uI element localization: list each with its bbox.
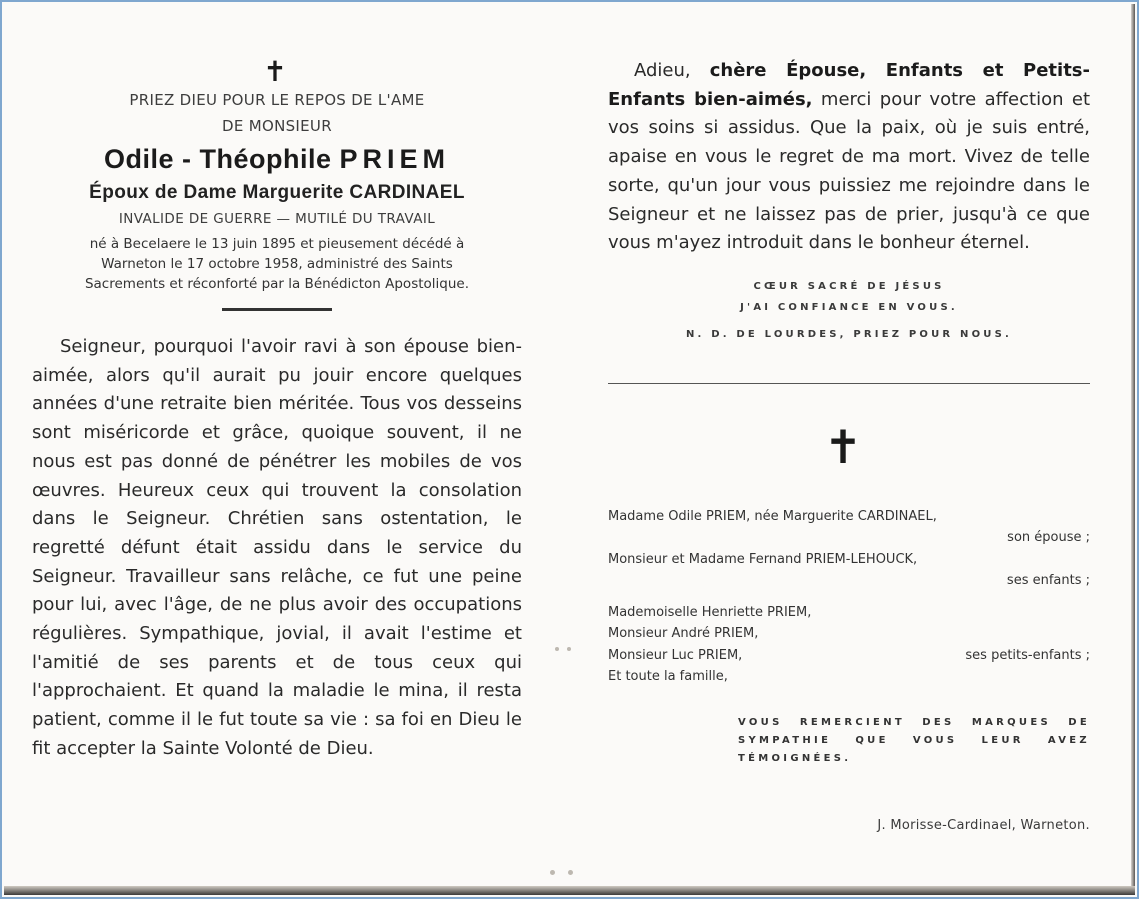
card-edge-shadow [1131, 4, 1135, 895]
bio-line: Sacrements et réconforté par la Bénédicton Apostolique. [84, 276, 470, 292]
invocation-line: N. D. DE LOURDES, PRIEZ POUR NOUS. [685, 328, 1013, 340]
cross-icon: ✝ [263, 55, 287, 88]
surname: PRIEM [339, 144, 451, 174]
divider [222, 308, 332, 311]
bio-line: Warneton le 17 octobre 1958, administré des Saints [101, 256, 453, 272]
bio [32, 234, 522, 294]
family-line: Mademoiselle Henriette PRIEM, [608, 604, 812, 620]
farewell-bold: chère Épouse, Enfants et Petits-Enfants bien-aimés, [608, 60, 1090, 110]
deceased-name [32, 140, 522, 178]
cross-icon: ✝ [823, 419, 863, 474]
print-speck [555, 647, 559, 651]
header-line-2: DE MONSIEUR [222, 117, 332, 135]
divider [608, 383, 1090, 384]
mentions-line: INVALIDE DE GUERRE — MUTILÉ DU TRAVAIL [118, 211, 436, 227]
print-speck [550, 870, 555, 875]
invocation [608, 276, 1090, 345]
bio-line: né à Becelaere le 13 juin 1895 et pieusement décédé à [89, 236, 465, 252]
print-speck [567, 647, 571, 651]
prayer-paragraph: Seigneur, pourquoi l'avoir ravi à son épouse bien-aimée, alors qu'il aurait pu jouir encore quelques années d'une retraite bien méritée. Tous vos desseins sont miséricorde et grâce, quoique souvent, il ne nous est pas donné de pénétrer les mobiles de vos œuvres. Heureux ceux qui trouvent la consolation dans le Seigneur. Chrétien sans ostentation, le regretté défunt était assidu dans le service du Seigneur. Travailleur sans relâche, ce fut une peine pour lui, avec l'âge, de ne plus avoir des occupations régulières. Sympathique, jovial, il avait l'estime et l'amitié de ses parents et de tous ceux qui l'approchaient. Et quand la maladie le mina, il resta patient, comme il le fut toute sa vie : sa foi en Dieu le fit accepter la Sainte Volonté de Dieu. [32, 336, 522, 759]
family-list [608, 506, 1090, 688]
family-row [608, 645, 1090, 667]
farewell-intro: Adieu, [634, 60, 691, 81]
first-names: Odile - Théophile [103, 144, 332, 174]
right-panel [608, 57, 1090, 833]
farewell-text [608, 57, 1090, 258]
family-line: Monsieur André PRIEM, [608, 626, 759, 642]
left-panel [32, 57, 522, 764]
spouse-line: Époux de Dame Marguerite CARDINAEL [89, 182, 465, 203]
printer-credit: J. Morisse-Cardinael, Warneton. [877, 817, 1090, 833]
prayer-text [32, 333, 522, 764]
family-line: Monsieur et Madame Fernand PRIEM-LEHOUCK, [608, 551, 918, 567]
header-line: PRIEZ DIEU POUR LE REPOS DE L'AME [129, 91, 425, 109]
family-line: Monsieur Luc PRIEM, [608, 647, 743, 663]
family-role: ses enfants ; [1006, 573, 1090, 589]
family-line: Madame Odile PRIEM, née Marguerite CARDINAEL, [608, 508, 937, 524]
print-speck [568, 870, 573, 875]
invocation-line: J'AI CONFIANCE EN VOUS. [740, 301, 958, 313]
thanks-text: VOUS REMERCIENT DES MARQUES DE SYMPATHIE QUE VOUS LEUR AVEZ TÉMOIGNÉES. [738, 716, 1090, 764]
family-line: Et toute la famille, [608, 669, 728, 685]
family-role: ses petits-enfants ; [965, 647, 1090, 663]
invocation-line: CŒUR SACRÉ DE JÉSUS [753, 280, 945, 292]
farewell-rest: merci pour votre affection et vos soins si assidus. Que la paix, où je suis entré, apaise en vous le regret de ma mort. Vivez de telle sorte, qu'un jour vous puissiez me rejoindre dans le Seigneur et ne laissez pas de prier, jusqu'à ce que vous m'ayez introduit dans le bonheur éternel. [608, 88, 1090, 254]
family-role: son épouse ; [1007, 530, 1090, 546]
card-bottom-edge [4, 886, 1135, 895]
